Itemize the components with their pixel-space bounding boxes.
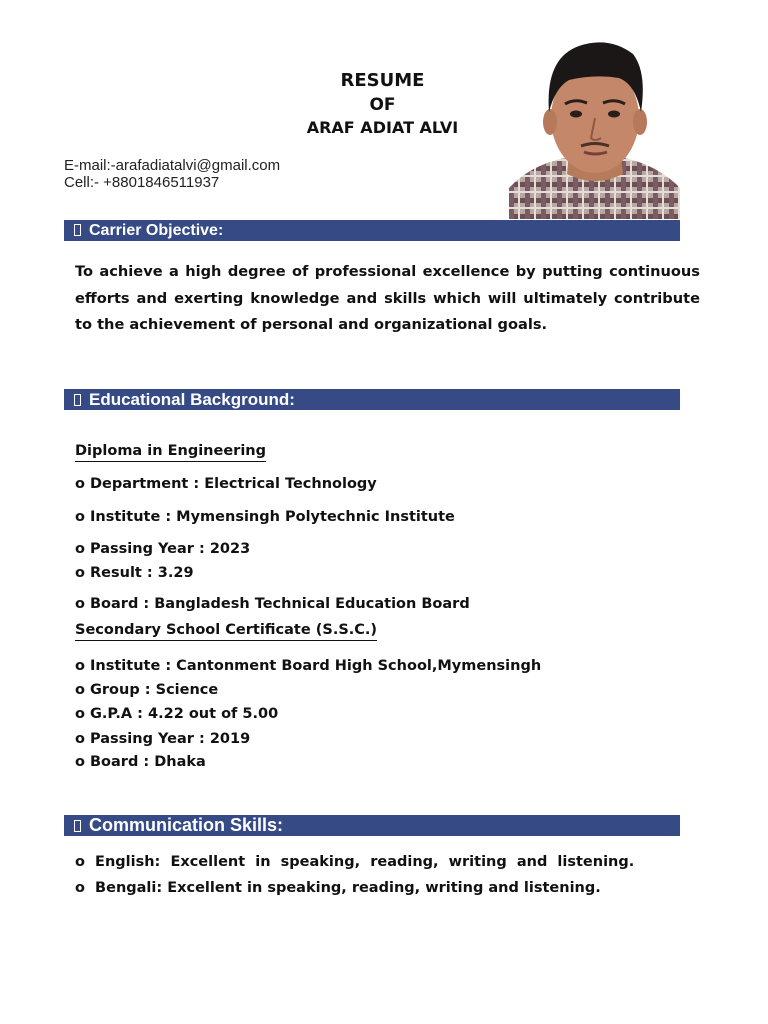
diploma-department: o Department : Electrical Technology [75, 476, 377, 492]
objective-heading: Carrier Objective: [89, 222, 224, 239]
ssc-group: o Group : Science [75, 682, 219, 698]
ssc-passing-year: o Passing Year : 2019 [75, 731, 251, 747]
resume-of: OF [369, 95, 396, 115]
ssc-gpa: o G.P.A : 4.22 out of 5.00 [75, 706, 279, 722]
resume-title: RESUME [340, 70, 425, 91]
candidate-name: ARAF ADIAT ALVI [306, 118, 459, 137]
skill-bengali: o Bengali: Excellent in speaking, reading, writing and listening. [75, 880, 601, 896]
diploma-result: o Result : 3.29 [75, 565, 194, 581]
bullet-box-icon [74, 394, 81, 406]
communication-heading: Communication Skills: [89, 815, 284, 835]
bullet-box-icon [74, 820, 81, 832]
objective-text: To achieve a high degree of professional excellence by putting continuous efforts and exerting knowledge and skills which will ultimately contribute to the achievement of personal and organizational goals. [75, 263, 700, 333]
diploma-board: o Board : Bangladesh Technical Education Board [75, 596, 470, 612]
section-bar-communication [64, 815, 680, 836]
education-heading: Educational Background: [89, 390, 295, 409]
section-bar-objective [64, 220, 680, 241]
ssc-board: o Board : Dhaka [75, 754, 206, 770]
diploma-passing-year: o Passing Year : 2023 [75, 541, 251, 557]
diploma-title: Diploma in Engineering [75, 443, 266, 459]
section-bar-education [64, 389, 680, 410]
skill-english: o English: Excellent in speaking, reading, writing and listening. [75, 854, 635, 870]
diploma-institute: o Institute : Mymensingh Polytechnic Institute [75, 509, 455, 525]
ssc-title: Secondary School Certificate (S.S.C.) [75, 622, 377, 638]
bullet-box-icon [74, 224, 81, 236]
ssc-institute: o Institute : Cantonment Board High School,Mymensingh [75, 658, 542, 674]
profile-photo [509, 38, 680, 219]
email-line: E-mail:-arafadiatalvi@gmail.com [64, 157, 281, 174]
cell-line: Cell:- +8801846511937 [64, 174, 220, 191]
